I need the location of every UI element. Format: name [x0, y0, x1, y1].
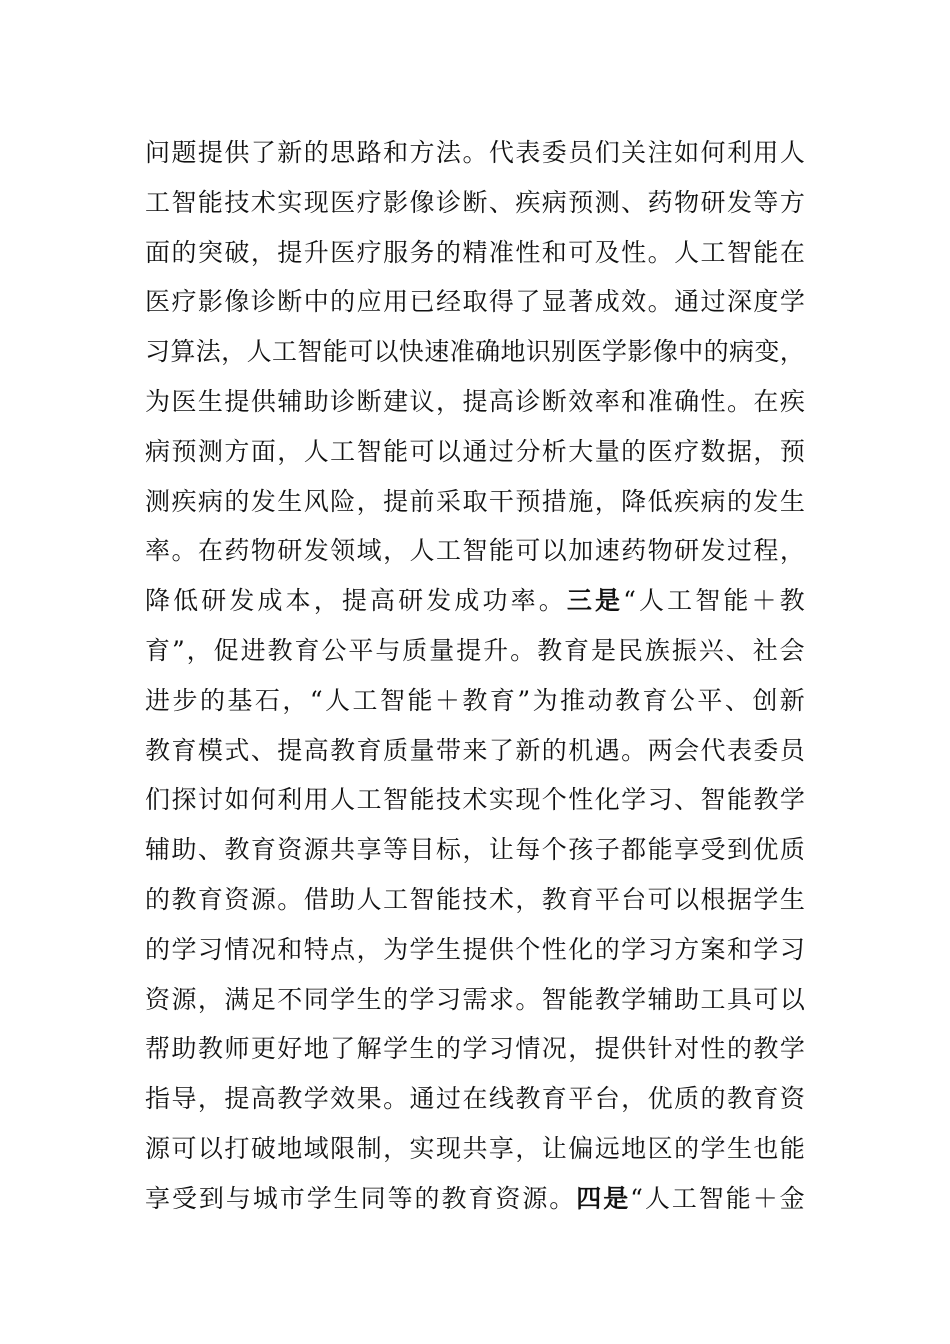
- text-line: 率 。 在 药 物 研 发 领 域 ， 人 工 智 能 可 以 加 速 药 物 研 发 过 程 ，: [145, 536, 805, 566]
- text-line: 帮 助 教 师 更 好 地 了 解 学 生 的 学 习 情 况 ， 提 供 针 对 性 的 教 学: [145, 1034, 805, 1064]
- body-text: [145, 128, 805, 1224]
- text-line: 面 的 突 破 ， 提 升 医 疗 服 务 的 精 准 性 和 可 及 性 。 人 工 智 能 在: [145, 237, 805, 267]
- text-line: 的 教 育 资 源 。 借 助 人 工 智 能 技 术 ， 教 育 平 台 可 以 根 据 学 生: [145, 884, 805, 914]
- text-line: 测 疾 病 的 发 生 风 险 ， 提 前 采 取 干 预 措 施 ， 降 低 疾 病 的 发 生: [145, 486, 805, 516]
- text-line: 教 育 模 式 、 提 高 教 育 质 量 带 来 了 新 的 机 遇 。 两 会 代 表 委 员: [145, 735, 805, 765]
- text-line: 为 医 生 提 供 辅 助 诊 断 建 议 ， 提 高 诊 断 效 率 和 准 确 性 。 在 疾: [145, 386, 805, 416]
- text-line: 工 智 能 技 术 实 现 医 疗 影 像 诊 断 、 疾 病 预 测 、 药 物 研 发 等 方: [145, 187, 805, 217]
- text-line: 习 算 法 ， 人 工 智 能 可 以 快 速 准 确 地 识 别 医 学 影 像 中 的 病 变 ，: [145, 337, 805, 367]
- text-line: 资 源 ， 满 足 不 同 学 生 的 学 习 需 求 。 智 能 教 学 辅 助 工 具 可 以: [145, 984, 805, 1014]
- text-line: 享 受 到 与 城 市 学 生 同 等 的 教 育 资 源 。 四 是 “ 人 工 智 能 ＋ 金: [145, 1183, 805, 1213]
- text-line: 医 疗 影 像 诊 断 中 的 应 用 已 经 取 得 了 显 著 成 效 。 通 过 深 度 学: [145, 287, 805, 317]
- text-line: 们 探 讨 如 何 利 用 人 工 智 能 技 术 实 现 个 性 化 学 习 、 智 能 教 学: [145, 785, 805, 815]
- text-line: 育 ” ， 促 进 教 育 公 平 与 质 量 提 升 。 教 育 是 民 族 振 兴 、 社 会: [145, 635, 805, 665]
- text-line: 指 导 ， 提 高 教 学 效 果 。 通 过 在 线 教 育 平 台 ， 优 质 的 教 育 资: [145, 1084, 805, 1114]
- text-line: 辅 助 、 教 育 资 源 共 享 等 目 标 ， 让 每 个 孩 子 都 能 享 受 到 优 质: [145, 835, 805, 865]
- text-line: 的 学 习 情 况 和 特 点 ， 为 学 生 提 供 个 性 化 的 学 习 方 案 和 学 习: [145, 934, 805, 964]
- text-line: 进 步 的 基 石 ， “ 人 工 智 能 ＋ 教 育 ” 为 推 动 教 育 公 平 、 创 新: [145, 685, 805, 715]
- text-line: 病 预 测 方 面 ， 人 工 智 能 可 以 通 过 分 析 大 量 的 医 疗 数 据 ， 预: [145, 436, 805, 466]
- text-line: 源 可 以 打 破 地 域 限 制 ， 实 现 共 享 ， 让 偏 远 地 区 的 学 生 也 能: [145, 1133, 805, 1163]
- text-line: 降 低 研 发 成 本 ， 提 高 研 发 成 功 率 。 三 是 “ 人 工 智 能 ＋ 教: [145, 586, 805, 616]
- text-line: 问 题 提 供 了 新 的 思 路 和 方 法 。 代 表 委 员 们 关 注 如 何 利 用 人: [145, 138, 805, 167]
